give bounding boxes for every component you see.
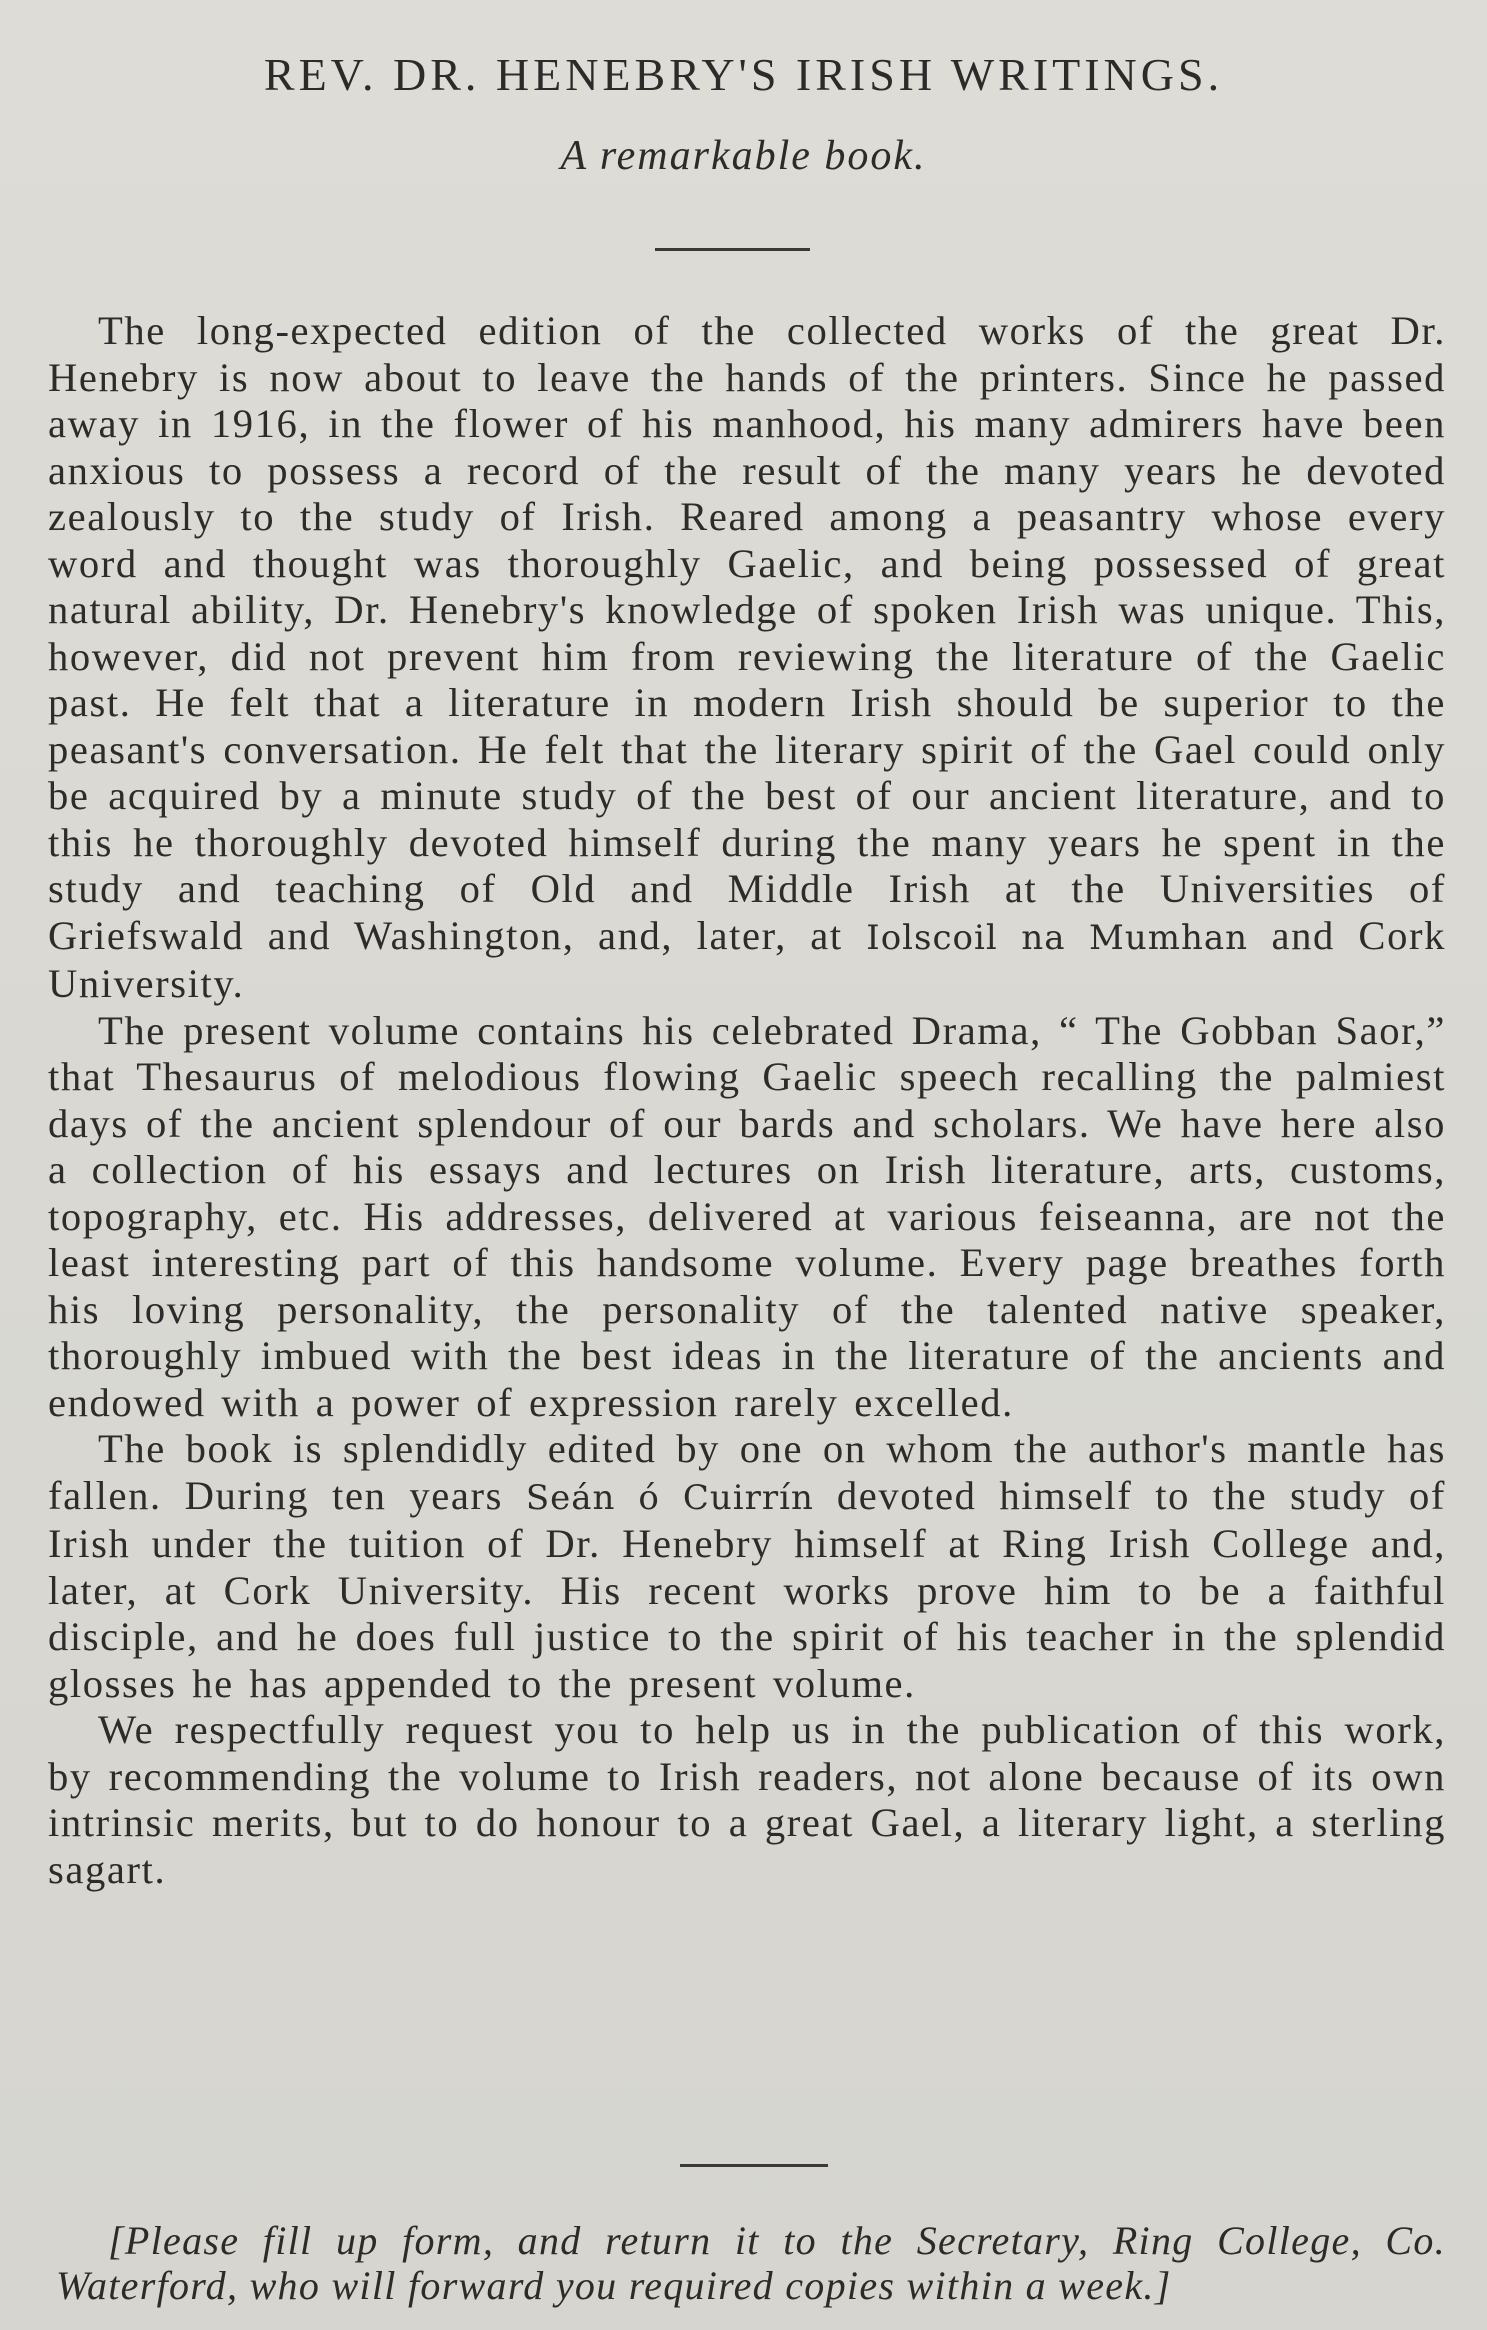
- bottom-divider: [680, 2164, 828, 2167]
- paragraph-1-text-b: and Cork University.: [48, 912, 1446, 1006]
- footer-note: [Please fill up form, and return it to the Secretary, Ring College, Co. Waterford, who will forward you required copies within a week.]: [56, 2218, 1446, 2308]
- paragraph-1-text-a: The long-expected edition of the collected works of the great Dr. Henebry is now about to leave the hands of the printers. Since he passed away in 1916, in the flower of his manhood, his many admirers have been anxious to possess a record of the result of the many years he devoted zealously to the study of Irish. Reared among a peasantry whose every word and thought was thoroughly Gaelic, and being possessed of great natural ability, Dr. Henebry's knowledge of spoken Irish was unique. This, however, did not prevent him from reviewing the literature of the Gaelic past. He felt that a literature in modern Irish should be superior to the peasant's conversation. He felt that the literary spirit of the Gael could only be acquired by a minute study of the best of our ancient literature, and to this he thoroughly devoted himself during the many years he spent in the study and teaching of Old and Middle Irish at the Universities of Griefswald and Washington, and, later, at: [48, 308, 1446, 958]
- paragraph-1-gaelic-name: Iolscoil na Mumhan: [866, 917, 1249, 958]
- page-title: REV. DR. HENEBRY'S IRISH WRITINGS.: [263, 49, 1224, 100]
- paragraph-4: We respectfully request you to help us in the publication of this work, by recommending the volume to Irish readers, not alone because of its own intrinsic merits, but to do honour to a great Gael, a literary light, a sterling sagart.: [48, 1707, 1446, 1892]
- paragraph-3: [48, 1426, 1446, 1707]
- top-divider: [655, 248, 810, 251]
- paragraph-3-text-a: The book is splendidly edited by one on whom the author's mantle has fallen. During ten years: [48, 1426, 1446, 1518]
- article-body: [48, 308, 1446, 1893]
- paragraph-3-gaelic-name: Seán ó Cuirrín: [525, 1477, 814, 1518]
- page-subtitle: A remarkable book.: [560, 133, 927, 179]
- paragraph-2: The present volume contains his celebrated Drama, “ The Gobban Saor,” that Thesaurus of melodious flowing Gaelic speech recalling the palmiest days of the ancient splendour of our bards and scholars. We have here also a collection of his essays and lectures on Irish literature, arts, customs, topography, etc. His addresses, delivered at various feiseanna, are not the least interesting part of this handsome volume. Every page breathes forth his loving personality, the personality of the talented native speaker, thoroughly imbued with the best ideas in the literature of the ancients and endowed with a power of expression rarely excelled.: [48, 1007, 1446, 1425]
- paragraph-1: [48, 308, 1446, 1008]
- paragraph-3-text-b: devoted himself to the study of Irish under the tuition of Dr. Henebry himself at Ring Irish College and, later, at Cork University. His recent works prove him to be a faithful disciple, and he does full justice to the spirit of his teacher in the splendid glosses he has appended to the present volume.: [48, 1472, 1446, 1706]
